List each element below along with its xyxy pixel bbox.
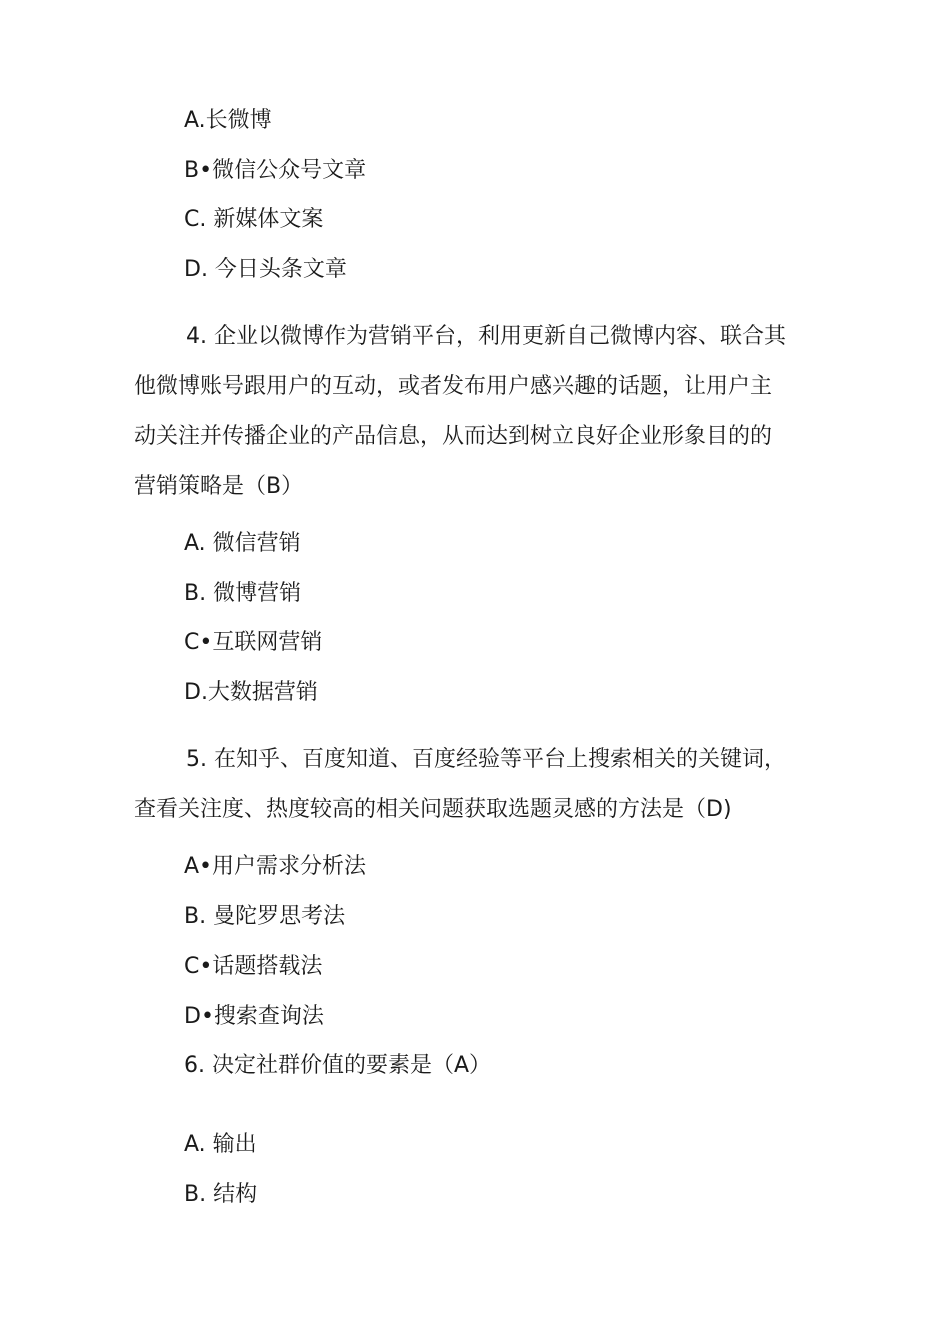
q4-text-line-2: 他微博账号跟用户的互动，或者发布用户感兴趣的话题，让用户主 (134, 374, 773, 399)
q5-text-line-1: 5. 在知乎、百度知道、百度经验等平台上搜索相关的关键词， (186, 747, 786, 772)
q3-option-d: D. 今日头条文章 (184, 257, 347, 282)
q4-text-line-1: 4. 企业以微博作为营销平台，利用更新自己微博内容、联合其 (186, 324, 786, 349)
q6-option-b: B. 结构 (184, 1182, 258, 1207)
q4-text-line-4: 营销策略是（B） (134, 474, 304, 499)
q5-option-b: B. 曼陀罗思考法 (184, 904, 346, 929)
q4-text-line-3: 动关注并传播企业的产品信息，从而达到树立良好企业形象目的的 (134, 424, 773, 449)
q3-option-c: C. 新媒体文案 (184, 207, 324, 232)
q5-option-a: A•用户需求分析法 (184, 854, 367, 879)
q4-option-b: B. 微博营销 (184, 581, 302, 606)
q5-text-line-2: 查看关注度、热度较高的相关问题获取选题灵感的方法是（D) (134, 797, 732, 822)
q3-option-a: A.长微博 (184, 108, 272, 133)
q6-text-line-1: 6. 决定社群价值的要素是（A） (184, 1053, 492, 1078)
q6-option-a: A. 输出 (184, 1132, 257, 1157)
q5-option-d: D•搜索查询法 (184, 1004, 324, 1029)
q4-option-c: C•互联网营销 (184, 630, 323, 655)
q4-option-d: D.大数据营销 (184, 680, 318, 705)
q4-option-a: A. 微信营销 (184, 531, 301, 556)
q5-option-c: C•话题搭载法 (184, 954, 323, 979)
q3-option-b: B•微信公众号文章 (184, 158, 367, 183)
